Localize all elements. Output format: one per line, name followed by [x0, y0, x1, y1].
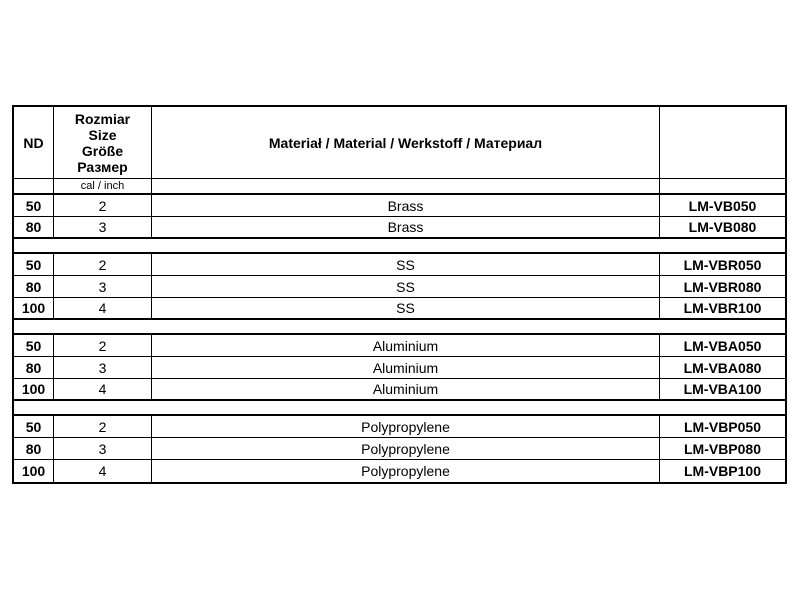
cell-code: LM-VBP080	[683, 440, 762, 457]
cell-material: Brass	[152, 195, 660, 216]
cell-nd: 100	[14, 298, 54, 318]
table-row	[14, 217, 785, 239]
cell-code: LM-VBR050	[683, 256, 762, 273]
units-material	[152, 179, 660, 193]
table-row	[14, 460, 785, 482]
cell-size: 2	[54, 254, 152, 275]
cell-nd: 50	[14, 254, 54, 275]
cell-material: Aluminium	[152, 357, 660, 378]
cell-nd: 80	[14, 276, 54, 297]
table-row	[14, 276, 785, 298]
cell-code: LM-VB080	[688, 219, 757, 235]
header-material: Materiał / Material / Werkstoff / Материал	[152, 107, 660, 178]
units-row	[14, 179, 785, 195]
cell-material: SS	[152, 254, 660, 275]
cell-code: LM-VBP100	[683, 463, 762, 479]
cell-nd: 50	[14, 335, 54, 356]
cell-size: 4	[54, 379, 152, 399]
cell-code: LM-VBP050	[683, 418, 762, 435]
cell-code: LM-VBA080	[683, 359, 762, 376]
cell-size: 3	[54, 438, 152, 459]
header-size-line: Размер	[77, 158, 128, 175]
header-row	[14, 107, 785, 179]
product-table	[12, 105, 787, 484]
cell-material: Aluminium	[152, 379, 660, 399]
cell-size: 2	[54, 195, 152, 216]
table-row	[14, 357, 785, 379]
cell-size: 4	[54, 460, 152, 482]
header-code	[660, 107, 785, 178]
cell-code: LM-VBR100	[683, 300, 762, 316]
header-size-line: Size	[88, 126, 117, 143]
table-row	[14, 254, 785, 276]
table-row	[14, 416, 785, 438]
cell-size: 3	[54, 276, 152, 297]
units-code	[660, 179, 785, 193]
cell-nd: 100	[14, 460, 54, 482]
table-row	[14, 379, 785, 401]
cell-nd: 80	[14, 217, 54, 237]
cell-material: Polypropylene	[152, 416, 660, 437]
header-size-line: Rozmiar	[74, 110, 131, 127]
cell-size: 2	[54, 416, 152, 437]
group-separator	[14, 320, 785, 335]
header-nd: ND	[14, 107, 54, 178]
cell-nd: 100	[14, 379, 54, 399]
cell-size: 3	[54, 357, 152, 378]
cell-material: SS	[152, 276, 660, 297]
header-size-line: Größe	[81, 142, 124, 159]
table-row	[14, 298, 785, 320]
cell-size: 3	[54, 217, 152, 237]
cell-nd: 50	[14, 416, 54, 437]
cell-code: LM-VBA100	[683, 381, 762, 397]
table-body	[14, 195, 785, 482]
table-row	[14, 195, 785, 217]
cell-nd: 80	[14, 357, 54, 378]
cell-material: Brass	[152, 217, 660, 237]
table-row	[14, 438, 785, 460]
cell-size: 4	[54, 298, 152, 318]
cell-material: Aluminium	[152, 335, 660, 356]
group-separator	[14, 239, 785, 254]
cell-nd: 50	[14, 195, 54, 216]
cell-material: Polypropylene	[152, 460, 660, 482]
group-separator	[14, 401, 785, 416]
cell-material: Polypropylene	[152, 438, 660, 459]
header-size	[54, 107, 152, 178]
cell-material: SS	[152, 298, 660, 318]
cell-code: LM-VBR080	[683, 278, 762, 295]
cell-code: LM-VB050	[688, 197, 757, 214]
cell-size: 2	[54, 335, 152, 356]
units-size: cal / inch	[54, 179, 152, 193]
cell-nd: 80	[14, 438, 54, 459]
table-row	[14, 335, 785, 357]
cell-code: LM-VBA050	[683, 337, 762, 354]
units-nd	[14, 179, 54, 193]
